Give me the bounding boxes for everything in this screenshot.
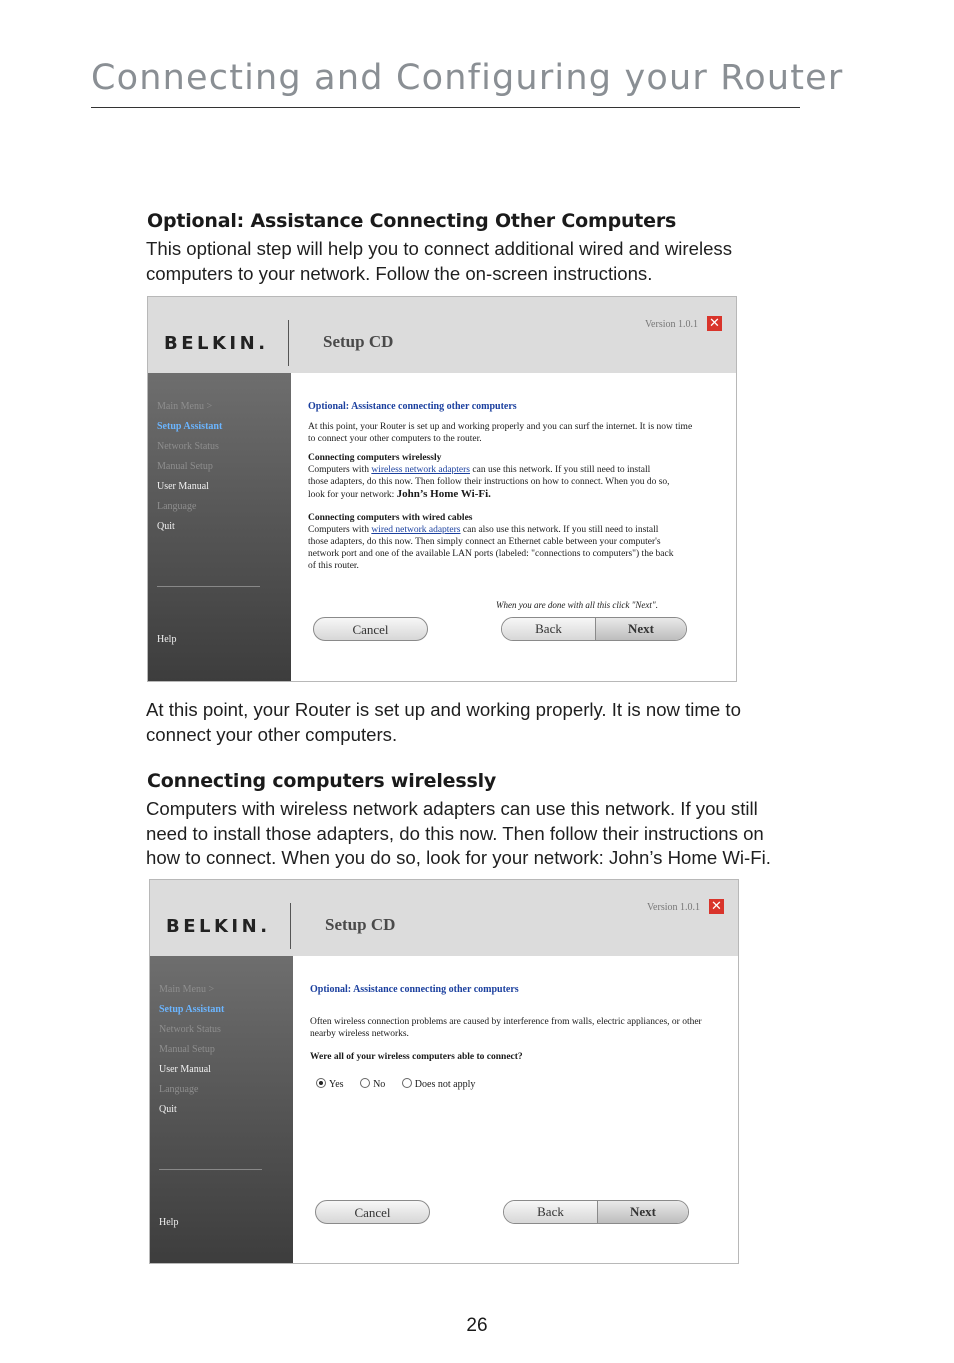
sidebar-item-language[interactable]: Language bbox=[157, 501, 197, 512]
section2-paragraph bbox=[146, 797, 856, 871]
wired-heading: Connecting computers with wired cables bbox=[308, 513, 473, 523]
done-note: When you are done with all this click "Next". bbox=[496, 600, 658, 610]
belkin-logo: BELKIN. bbox=[166, 916, 271, 937]
radio-does-not-apply[interactable] bbox=[402, 1079, 476, 1090]
text-fragment: look for your network: bbox=[308, 490, 397, 500]
text-line: At this point, your Router is set up and working properly and you can surf the internet. It is now time bbox=[308, 422, 693, 432]
text-fragment: Computers with bbox=[308, 465, 372, 475]
text-line: to connect your other computers to the router. bbox=[308, 434, 482, 444]
connect-question: Were all of your wireless computers able to connect? bbox=[310, 1052, 523, 1062]
app-title: Setup CD bbox=[323, 332, 394, 351]
app-title: Setup CD bbox=[325, 915, 396, 934]
wireless-text bbox=[308, 464, 670, 501]
sidebar-item-user-manual[interactable]: User Manual bbox=[157, 481, 209, 492]
page-number: 26 bbox=[466, 1315, 488, 1336]
radio-selected-icon bbox=[316, 1078, 326, 1088]
text-fragment: can also use this network. If you still need to install bbox=[460, 525, 659, 535]
text-line: network port and one of the available LAN ports (labeled: "connections to computers") the back bbox=[308, 549, 674, 559]
close-icon[interactable]: ✕ bbox=[707, 316, 722, 331]
sidebar-item-main-menu[interactable]: Main Menu > bbox=[157, 401, 213, 412]
text-line bbox=[308, 464, 670, 476]
paragraph-line: Computers with wireless network adapters can use this network. If you still bbox=[146, 798, 758, 819]
text-line: nearby wireless networks. bbox=[310, 1029, 409, 1039]
sidebar-item-setup-assistant[interactable]: Setup Assistant bbox=[157, 421, 223, 432]
radio-label: Does not apply bbox=[414, 1079, 476, 1090]
version-label: Version 1.0.1 bbox=[644, 319, 698, 330]
title-divider bbox=[91, 107, 800, 108]
text-line: those adapters, do this now. Then follow their instructions on how to connect. When you do so, bbox=[308, 477, 670, 487]
paragraph-line: computers to your network. Follow the on-screen instructions. bbox=[146, 262, 653, 284]
app-header bbox=[150, 880, 738, 956]
sidebar-item-manual-setup[interactable]: Manual Setup bbox=[159, 1044, 215, 1055]
header-divider bbox=[290, 903, 291, 949]
back-button[interactable]: Back bbox=[504, 1201, 597, 1223]
network-name: John’s Home Wi-Fi. bbox=[396, 488, 491, 500]
sidebar-item-quit[interactable]: Quit bbox=[159, 1104, 177, 1115]
text-line bbox=[308, 488, 670, 501]
text-fragment: Computers with bbox=[308, 525, 372, 535]
sidebar-divider bbox=[159, 1169, 262, 1170]
sidebar-item-language[interactable]: Language bbox=[159, 1084, 199, 1095]
text-fragment: can use this network. If you still need to install bbox=[470, 465, 651, 475]
app-header bbox=[148, 297, 736, 373]
sidebar-item-manual-setup[interactable]: Manual Setup bbox=[157, 461, 213, 472]
paragraph-line: At this point, your Router is set up and working properly. It is now time to bbox=[146, 699, 741, 720]
intro-text bbox=[310, 1016, 702, 1040]
section-heading-wireless: Connecting computers wirelessly bbox=[147, 770, 497, 792]
connect-radio-group bbox=[316, 1078, 489, 1091]
radio-label: No bbox=[373, 1079, 386, 1090]
cancel-button[interactable]: Cancel bbox=[315, 1200, 430, 1224]
header-divider bbox=[288, 320, 289, 366]
version-label: Version 1.0.1 bbox=[646, 902, 700, 913]
sidebar-item-help[interactable]: Help bbox=[159, 1217, 179, 1228]
section1-paragraph bbox=[146, 237, 856, 286]
setup-cd-screenshot-2 bbox=[149, 879, 739, 1264]
sidebar-menu bbox=[148, 373, 291, 681]
wireless-adapters-link[interactable]: wireless network adapters bbox=[371, 465, 471, 475]
content-title: Optional: Assistance connecting other computers bbox=[310, 984, 519, 995]
cancel-button[interactable]: Cancel bbox=[313, 617, 428, 641]
back-button[interactable]: Back bbox=[502, 618, 595, 640]
radio-empty-icon bbox=[360, 1078, 370, 1088]
back-next-button-group bbox=[501, 617, 687, 641]
section-heading-optional-assistance: Optional: Assistance Connecting Other Computers bbox=[147, 210, 677, 232]
status-paragraph bbox=[146, 698, 856, 747]
radio-no[interactable] bbox=[360, 1079, 385, 1090]
sidebar-item-network-status[interactable]: Network Status bbox=[157, 441, 219, 452]
wired-text bbox=[308, 524, 673, 572]
content-title: Optional: Assistance connecting other computers bbox=[308, 401, 517, 412]
text-line bbox=[308, 524, 673, 536]
sidebar-item-main-menu[interactable]: Main Menu > bbox=[159, 984, 215, 995]
next-button[interactable]: Next bbox=[595, 618, 686, 640]
back-next-button-group bbox=[503, 1200, 689, 1224]
sidebar-item-setup-assistant[interactable]: Setup Assistant bbox=[159, 1004, 225, 1015]
paragraph-line: how to connect. When you do so, look for your network: John’s Home Wi-Fi. bbox=[146, 847, 771, 868]
intro-text bbox=[308, 421, 692, 445]
sidebar-divider bbox=[157, 586, 260, 587]
text-line: of this router. bbox=[308, 561, 359, 571]
sidebar-menu bbox=[150, 956, 293, 1263]
paragraph-line: need to install those adapters, do this now. Then follow their instructions on bbox=[146, 822, 764, 844]
text-line: Often wireless connection problems are caused by interference from walls, electric appliances, or other bbox=[310, 1017, 702, 1027]
sidebar-item-network-status[interactable]: Network Status bbox=[159, 1024, 221, 1035]
sidebar-item-help[interactable]: Help bbox=[157, 634, 177, 645]
sidebar-item-quit[interactable]: Quit bbox=[157, 521, 175, 532]
radio-yes[interactable] bbox=[316, 1079, 344, 1090]
close-icon[interactable]: ✕ bbox=[709, 899, 724, 914]
radio-label: Yes bbox=[329, 1079, 344, 1090]
paragraph-line: This optional step will help you to connect additional wired and wireless bbox=[146, 238, 733, 259]
next-button[interactable]: Next bbox=[597, 1201, 688, 1223]
page-title: Connecting and Configuring your Router bbox=[91, 58, 844, 98]
sidebar-item-user-manual[interactable]: User Manual bbox=[159, 1064, 211, 1075]
text-line: those adapters, do this now. Then simply connect an Ethernet cable between your computer's bbox=[308, 537, 661, 547]
radio-empty-icon bbox=[402, 1078, 412, 1088]
wireless-heading: Connecting computers wirelessly bbox=[308, 453, 442, 463]
wired-adapters-link[interactable]: wired network adapters bbox=[371, 525, 461, 535]
setup-cd-screenshot-1 bbox=[147, 296, 737, 682]
belkin-logo: BELKIN. bbox=[164, 333, 269, 354]
paragraph-line: connect your other computers. bbox=[146, 723, 398, 745]
